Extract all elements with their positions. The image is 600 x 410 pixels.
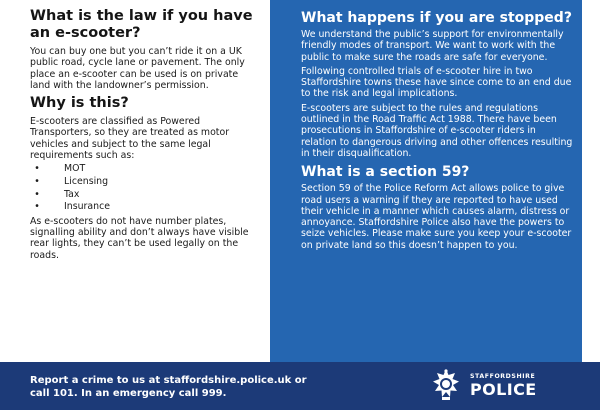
stopped-paragraph-3: E-scooters are subject to the rules and regulations outlined in the Road Traffic Act 1988. There have been prosecutions in Staffordshire of e-scooter riders in relation to dangerous driving and other offences resulting in their disqualification. <box>301 102 573 159</box>
heading-section-59: What is a section 59? <box>301 164 470 181</box>
stopped-paragraph-2: Following controlled trials of e-scooter hire in two Staffordshire towns these have since come to an end due to the risk and legal implications. <box>301 65 572 100</box>
emergency-number: 999 <box>201 387 223 399</box>
police-crest-icon <box>428 368 464 404</box>
non-emergency-number: 101 <box>53 387 74 399</box>
list-item: • Insurance <box>30 201 256 214</box>
bullet-icon: • <box>34 188 40 200</box>
section-59-text: Section 59 of the Police Reform Act allows police to give road users a warning if they are reported to have used their vehicle in a manner which causes alarm, distress or annoyance. Staffordshire Police also have the powers to seize vehicles. Please make sure you keep your e-scooter on private land so this doesn’t happen to you. <box>301 183 572 251</box>
list-item: • MOT <box>30 163 256 176</box>
heading-stopped: What happens if you are stopped? <box>301 10 572 26</box>
requirements-list <box>30 163 256 213</box>
list-item: • Tax <box>30 189 256 202</box>
closing-text: As e-scooters do not have number plates, signalling ability and don’t always have visible rear lights, they can’t be used legally on the roads. <box>30 215 249 261</box>
bullet-icon: • <box>34 175 40 187</box>
why-text: E-scooters are classified as Powered Transporters, so they are treated as motor vehicles and subject to the same legal requirements such as: <box>30 116 230 162</box>
brand-county: STAFFORDSHIRE <box>470 373 536 380</box>
report-crime-text: Report a crime to us at staffordshire.police.uk or call 101. In an emergency call 999. <box>30 375 307 399</box>
law-text: You can buy one but you can’t ride it on a UK public road, cycle lane or pavement. The only place an e-scooter can be used is on private land with the landowner’s permission. <box>30 46 245 91</box>
bullet-icon: • <box>34 163 40 175</box>
right-column <box>270 0 600 362</box>
website-link[interactable]: staffordshire.police.uk <box>163 375 292 386</box>
heading-why: Why is this? <box>30 95 129 112</box>
brand-name: POLICE <box>470 380 537 399</box>
stopped-paragraph-1: We understand the public’s support for environmentally friendly modes of transport. We want to work with the public to make sure the roads are safe for everyone. <box>301 29 564 63</box>
heading-law: What is the law if you have an e-scooter? <box>30 8 253 41</box>
brand-logo <box>470 373 580 398</box>
footer-bar <box>0 362 600 410</box>
left-column <box>0 0 270 362</box>
list-item: • Licensing <box>30 176 256 189</box>
bullet-icon: • <box>34 201 40 213</box>
